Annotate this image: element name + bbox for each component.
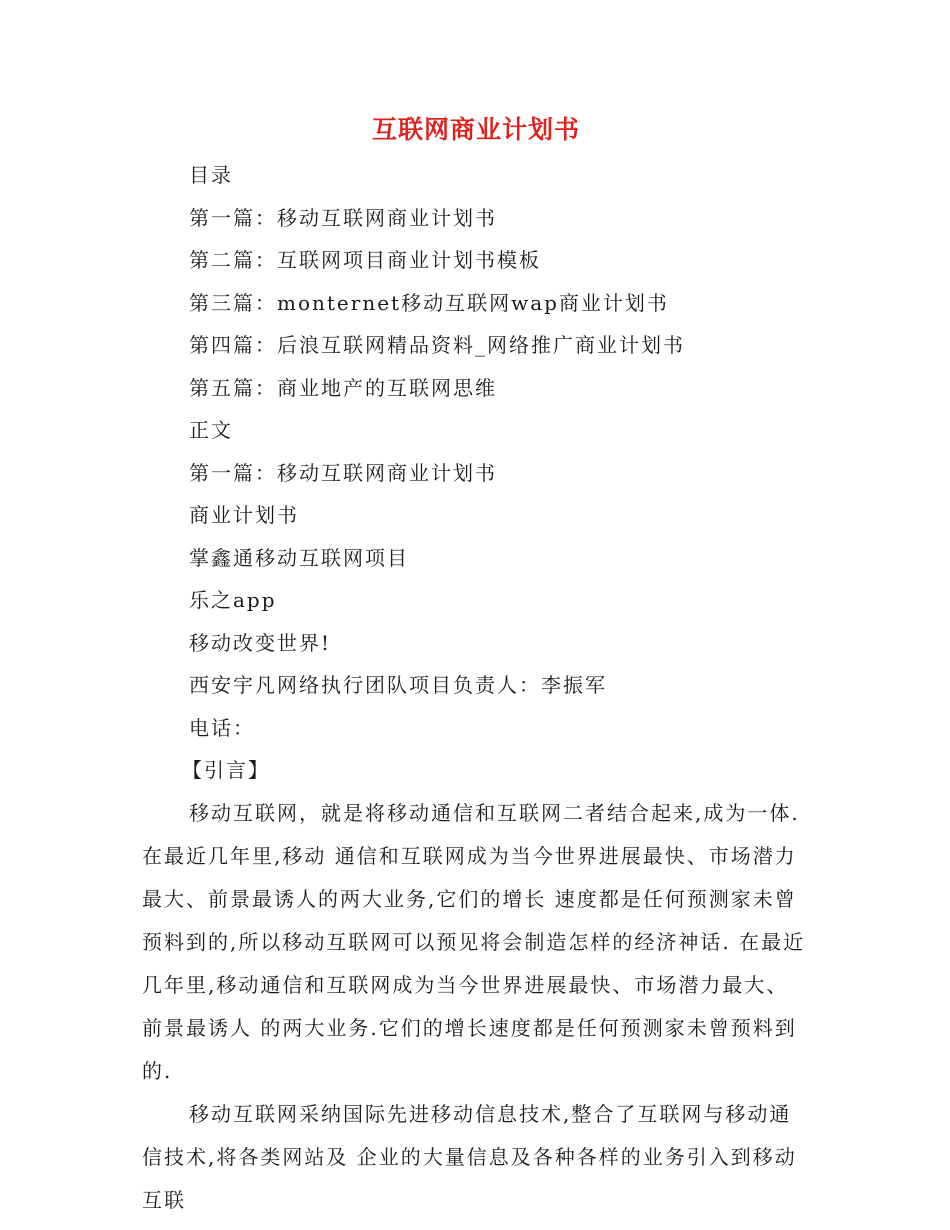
toc-heading: 目录 bbox=[189, 163, 233, 187]
body-line: 西安宇凡网络执行团队项目负责人：李振军 bbox=[189, 673, 607, 697]
body-line: 掌鑫通移动互联网项目 bbox=[189, 545, 409, 570]
toc-item: 第五篇：商业地产的互联网思维 bbox=[189, 375, 497, 400]
body-line: 商业计划书 bbox=[189, 503, 299, 527]
toc-item: 第二篇：互联网项目商业计划书模板 bbox=[189, 248, 541, 272]
body-line: 乐之app bbox=[189, 588, 277, 612]
body-paragraph: 移动互联网，就是将移动通信和互联网二者结合起来,成为一体.在最近几年里,移动 通信和互联网成为当今世界进展最快、市场潜力最大、前景最诱人的两大业务,它们的增长 速度都是任何预测家未曾预料到的,所以移动互联网可以预见将会制造怎样的经济神话. 在最近几年里,移动通信和互联网成为当今世界进展最快、市场潜力最大、前景最诱人 的两大业务.它们的增长速度都是任何预测家未曾预料到的. bbox=[142, 800, 806, 1083]
body-line: 移动改变世界! bbox=[189, 630, 332, 655]
body-heading: 正文 bbox=[189, 418, 233, 442]
toc-item: 第三篇：monternet移动互联网wap商业计划书 bbox=[189, 290, 669, 315]
body-paragraph: 移动互联网采纳国际先进移动信息技术,整合了互联网与移动通信技术,将各类网站及 企业的大量信息及各种各样的业务引入到移动互联 bbox=[142, 1101, 797, 1212]
toc-item: 第一篇：移动互联网商业计划书 bbox=[189, 205, 497, 230]
chapter-heading: 第一篇：移动互联网商业计划书 bbox=[189, 460, 497, 485]
body-line: 电话： bbox=[189, 715, 255, 740]
document-title: 互联网商业计划书 bbox=[371, 115, 580, 144]
toc-item: 第四篇：后浪互联网精品资料_网络推广商业计划书 bbox=[189, 333, 685, 357]
section-heading: 【引言】 bbox=[182, 758, 270, 782]
